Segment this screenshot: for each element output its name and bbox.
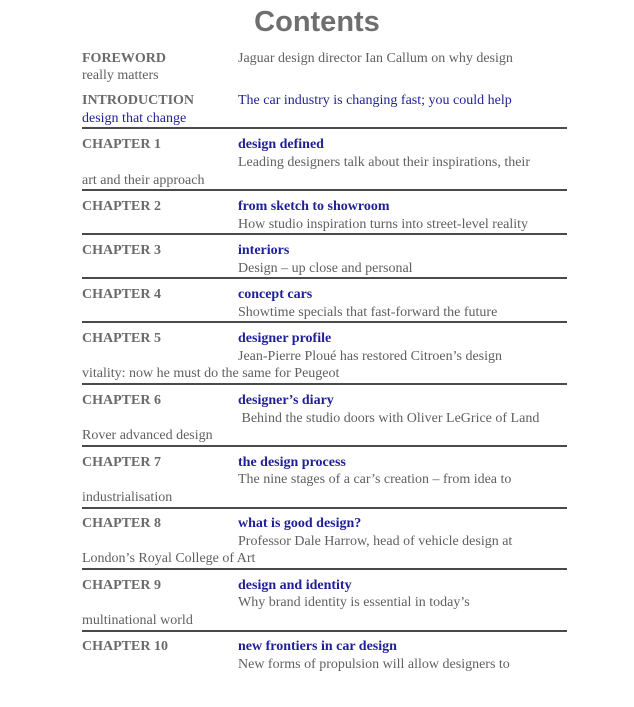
chapter-description: Professor Dale Harrow, head of vehicle design at (238, 534, 513, 549)
chapter-description-continued: vitality: now he must do the same for Peugeot (82, 366, 340, 381)
chapter-description-continued: art and their approach (82, 173, 205, 188)
divider (82, 277, 567, 279)
chapter-heading: new frontiers in car design (238, 639, 397, 654)
chapter-description-continued: industrialisation (82, 490, 173, 505)
chapter-label: CHAPTER 6 (82, 393, 161, 408)
chapter-heading: concept cars (238, 287, 313, 302)
divider (82, 568, 567, 570)
chapter-description: Showtime specials that fast-forward the future (238, 305, 498, 320)
chapter-heading: the design process (238, 455, 346, 470)
chapter-entry-3 (82, 243, 567, 277)
chapter-description: The nine stages of a car’s creation – from idea to (238, 472, 512, 487)
divider (82, 321, 567, 323)
chapter-description-continued: London’s Royal College of Art (82, 551, 256, 566)
foreword-description-continued: really matters (82, 68, 159, 83)
divider (82, 383, 567, 385)
introduction-entry (82, 93, 567, 129)
chapter-label: CHAPTER 3 (82, 243, 161, 258)
chapter-entry-8 (82, 516, 567, 568)
chapter-heading: interiors (238, 243, 290, 258)
chapter-label: CHAPTER 1 (82, 137, 161, 152)
chapter-entry-5 (82, 331, 567, 383)
chapter-heading: what is good design? (238, 516, 362, 531)
introduction-label: INTRODUCTION (82, 93, 195, 108)
chapter-description: How studio inspiration turns into street-level reality (238, 217, 529, 232)
page-title: Contents (254, 6, 380, 38)
foreword-label: FOREWORD (82, 51, 166, 66)
foreword-entry (82, 51, 567, 87)
chapter-entry-2 (82, 199, 567, 233)
divider (82, 189, 567, 191)
divider (82, 127, 567, 129)
chapter-entry-4 (82, 287, 567, 321)
divider (82, 445, 567, 447)
introduction-description-continued: design that change (82, 111, 187, 126)
chapter-label: CHAPTER 7 (82, 455, 161, 470)
chapter-description: Leading designers talk about their inspirations, their (238, 155, 530, 170)
chapter-entry-10 (82, 639, 567, 673)
chapter-label: CHAPTER 8 (82, 516, 161, 531)
chapter-entry-1 (82, 137, 567, 189)
chapter-entry-7 (82, 455, 567, 507)
chapter-heading: design and identity (238, 578, 352, 593)
chapter-label: CHAPTER 2 (82, 199, 161, 214)
introduction-description: The car industry is changing fast; you could help (238, 93, 512, 108)
chapter-entry-6 (82, 393, 567, 445)
chapter-description: Why brand identity is essential in today’s (238, 595, 470, 610)
divider (82, 507, 567, 509)
chapter-description: Behind the studio doors with Oliver LeGrice of Land (238, 411, 540, 426)
foreword-description: Jaguar design director Ian Callum on why design (238, 51, 513, 66)
chapter-heading: designer’s diary (238, 393, 334, 408)
chapter-heading: from sketch to showroom (238, 199, 390, 214)
chapter-label: CHAPTER 5 (82, 331, 161, 346)
chapter-entry-9 (82, 578, 567, 630)
chapter-label: CHAPTER 9 (82, 578, 161, 593)
chapter-description: Design – up close and personal (238, 261, 413, 276)
chapter-description: New forms of propulsion will allow designers to (238, 657, 510, 672)
chapter-description-continued: multinational world (82, 613, 193, 628)
chapter-description-continued: Rover advanced design (82, 428, 213, 443)
chapter-heading: designer profile (238, 331, 332, 346)
chapter-label: CHAPTER 4 (82, 287, 161, 302)
chapter-heading: design defined (238, 137, 324, 152)
chapter-description: Jean-Pierre Ploué has restored Citroen’s design (238, 349, 502, 364)
divider (82, 630, 567, 632)
divider (82, 233, 567, 235)
chapter-label: CHAPTER 10 (82, 639, 168, 654)
